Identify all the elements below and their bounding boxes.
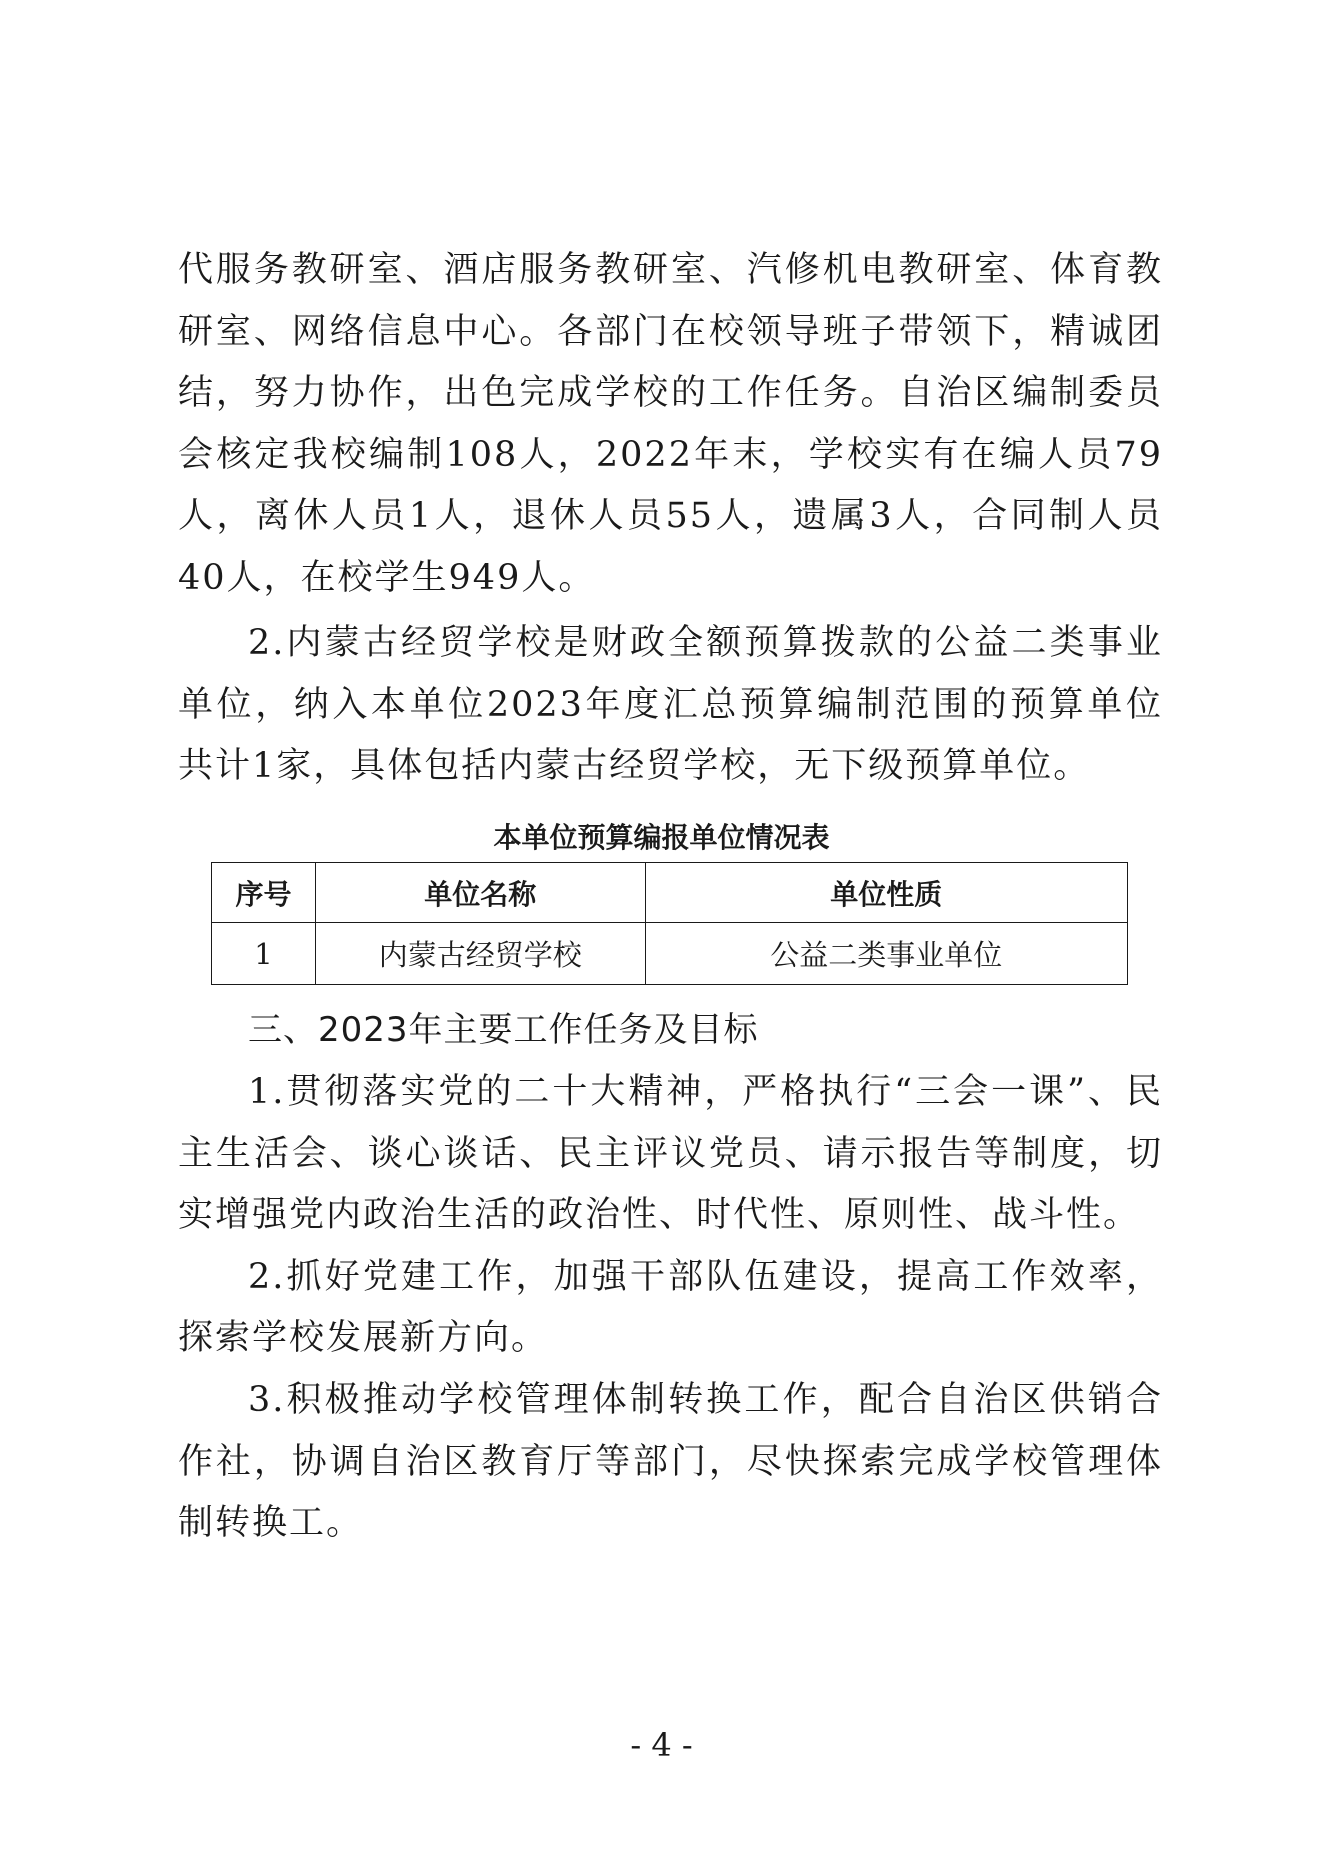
table-row bbox=[212, 923, 1128, 985]
table-title: 本单位预算编报单位情况表 bbox=[493, 821, 830, 854]
budget-unit-table bbox=[211, 862, 1128, 985]
page-number: - 4 - bbox=[630, 1726, 693, 1764]
task-item: 1.贯彻落实党的二十大精神，严格执行“三会一课”、民主生活会、谈心谈话、民主评议党员、请示报告等制度，切实增强党内政治生活的政治性、时代性、原则性、战斗性。 bbox=[178, 1072, 1163, 1236]
header-index: 序号 bbox=[212, 863, 316, 923]
task-item: 3.积极推动学校管理体制转换工作，配合自治区供销合作社，协调自治区教育厅等部门，尽快探索完成学校管理体制转换工。 bbox=[178, 1379, 1163, 1544]
header-unit-nature: 单位性质 bbox=[645, 863, 1127, 923]
task-list bbox=[178, 1062, 1163, 1555]
cell-unit-nature: 公益二类事业单位 bbox=[645, 923, 1127, 985]
section-heading: 三、2023年主要工作任务及目标 bbox=[248, 1010, 759, 1050]
intro-paragraph: 代服务教研室、酒店服务教研室、汽修机电教研室、体育教研室、网络信息中心。各部门在校领导班子带领下，精诚团结，努力协作，出色完成学校的工作任务。自治区编制委员会核定我校编制108人，2022年末，学校实有在编人员79人，离休人员1人，退休人员55人，遗属3人，合同制人员40人，在校学生949人。 bbox=[178, 250, 1163, 598]
budget-unit-paragraph: 2.内蒙古经贸学校是财政全额预算拨款的公益二类事业单位，纳入本单位2023年度汇总预算编制范围的预算单位共计1家，具体包括内蒙古经贸学校，无下级预算单位。 bbox=[178, 623, 1163, 787]
task-item: 2.抓好党建工作，加强干部队伍建设，提高工作效率，探索学校发展新方向。 bbox=[178, 1256, 1163, 1359]
cell-index: 1 bbox=[212, 923, 316, 985]
cell-unit-name: 内蒙古经贸学校 bbox=[315, 923, 645, 985]
table-header-row bbox=[212, 863, 1128, 923]
header-unit-name: 单位名称 bbox=[315, 863, 645, 923]
